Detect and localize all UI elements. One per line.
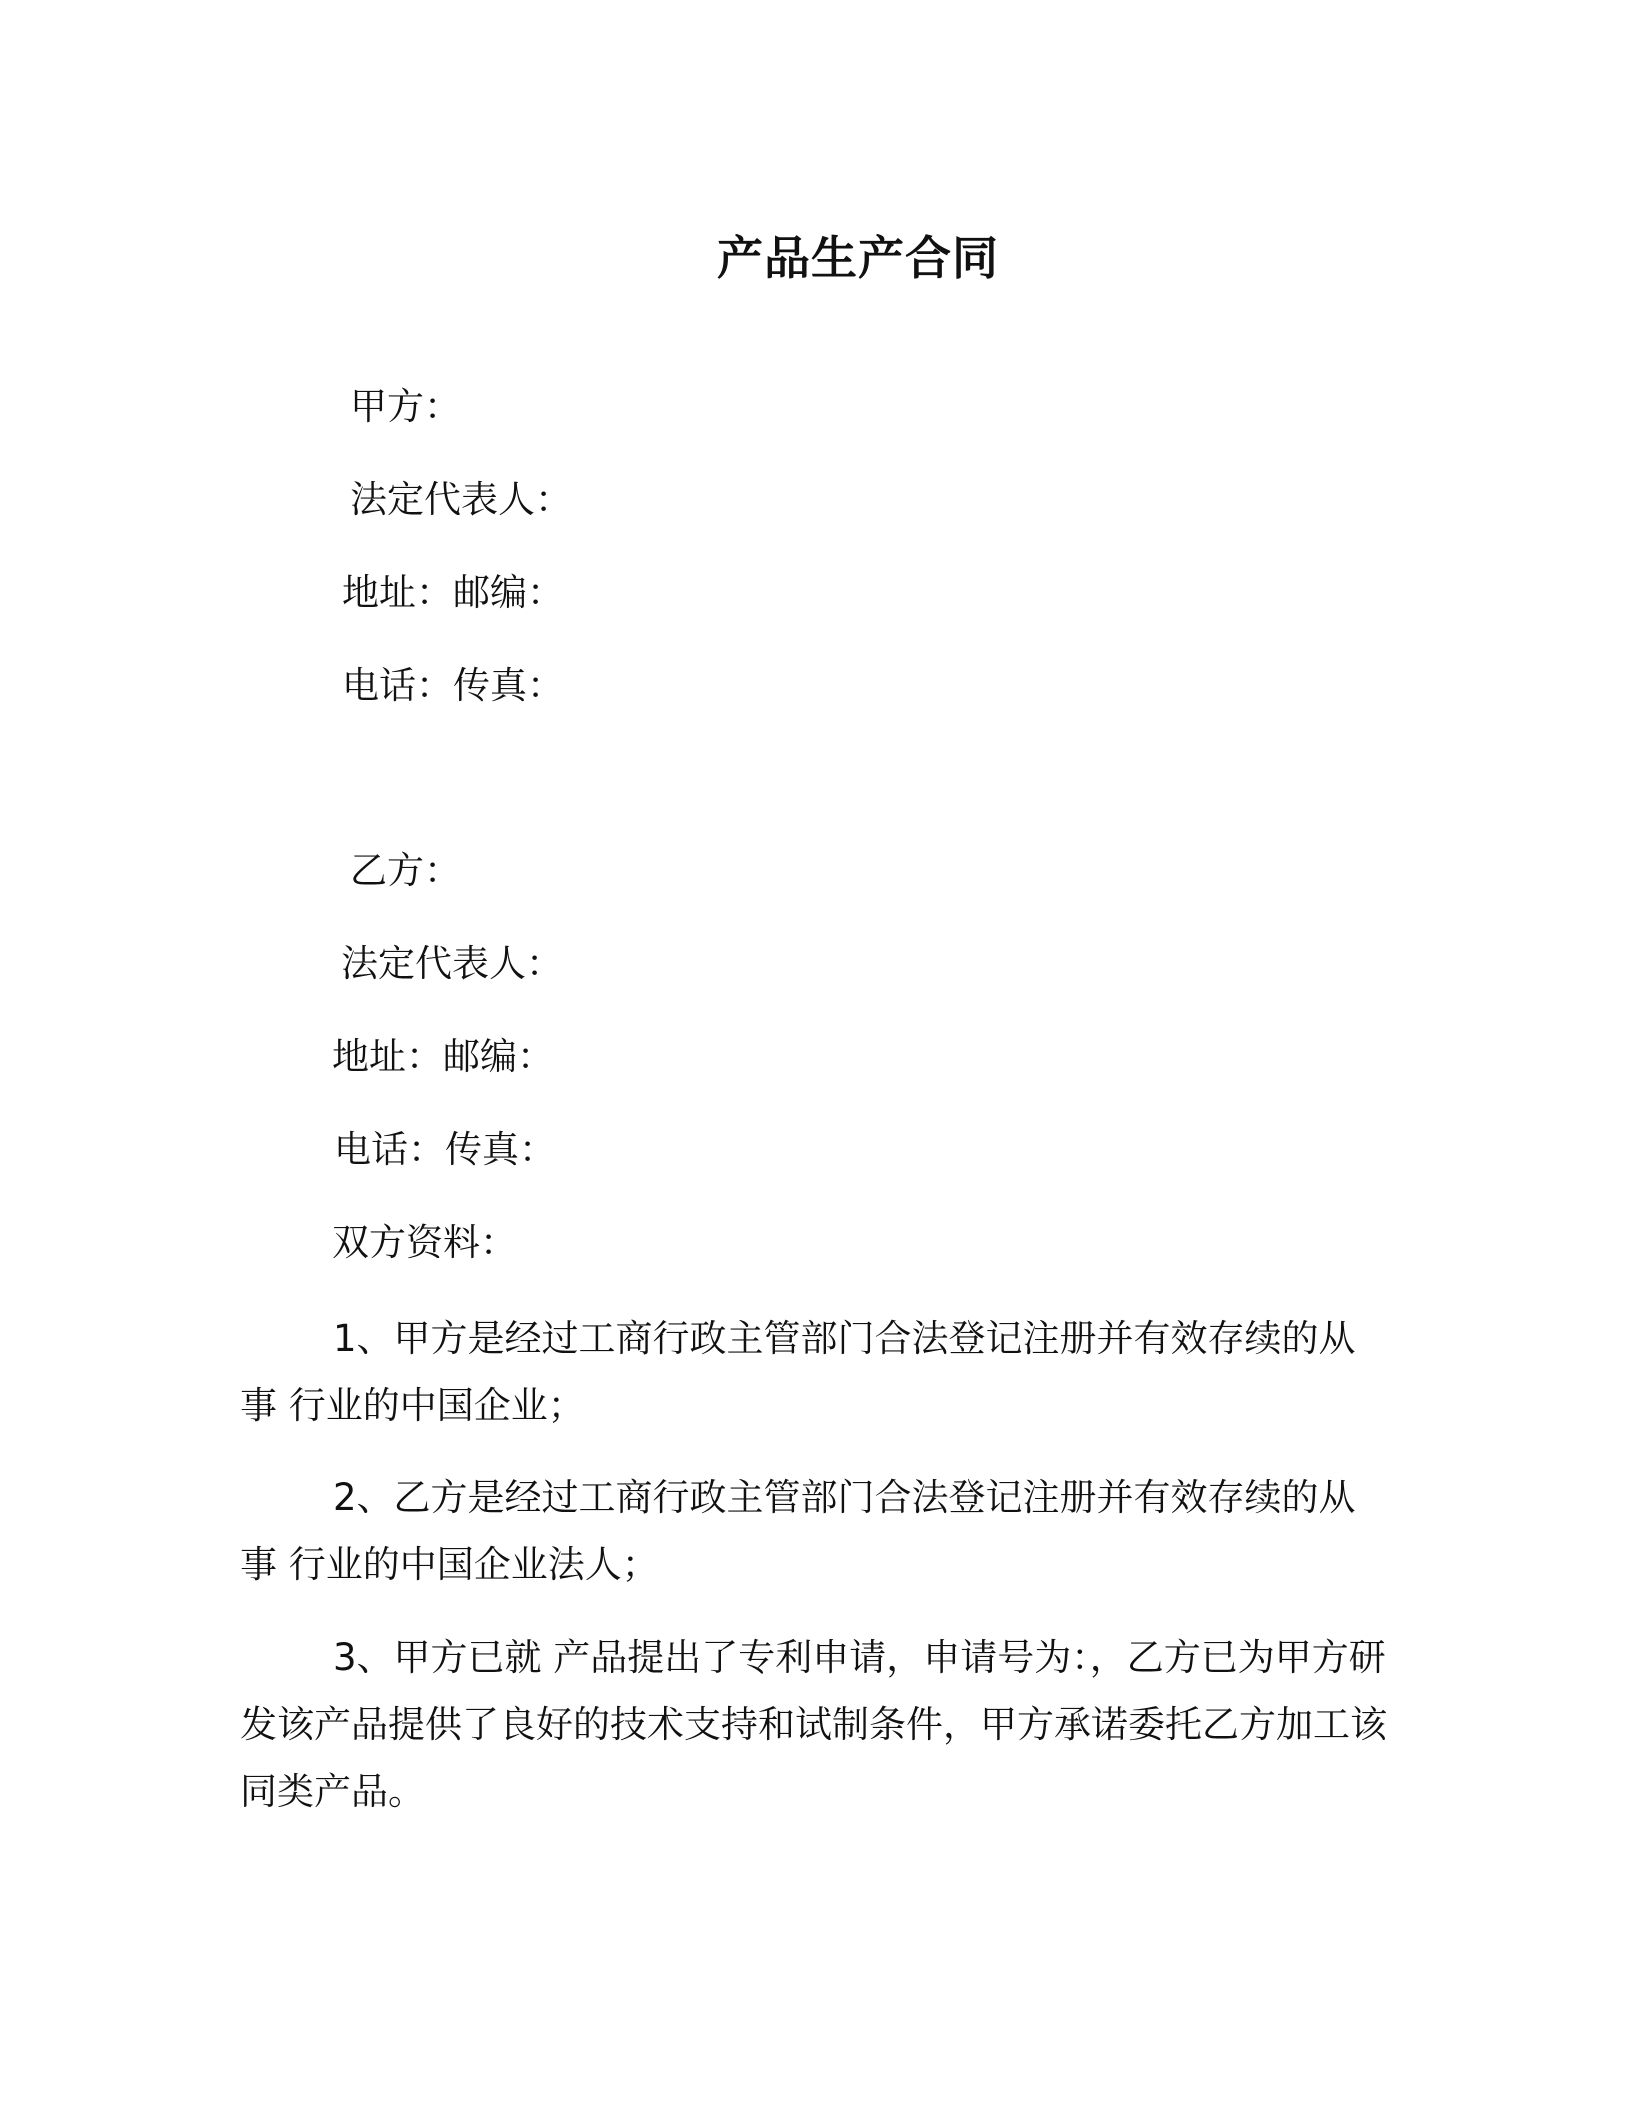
party-b-postcode-label: 邮编： <box>443 1035 554 1078</box>
party-a-rep-label: 法定代表人： <box>350 478 572 521</box>
party-a-name-label: 甲方： <box>350 385 461 428</box>
party-a-phone-line <box>342 664 564 708</box>
party-a-postcode-label: 邮编： <box>453 571 564 614</box>
contract-title: 产品生产合同 <box>717 231 999 285</box>
party-b-address-line <box>332 1035 554 1079</box>
party-b-phone-label: 电话： <box>334 1128 445 1171</box>
party-a-address-label: 地址： <box>342 571 453 614</box>
party-b-rep-label: 法定代表人： <box>341 942 563 985</box>
info-heading: 双方资料： <box>332 1221 517 1264</box>
party-a-phone-label: 电话： <box>342 664 453 707</box>
party-a-fax-label: 传真： <box>453 664 564 707</box>
party-b-fax-label: 传真： <box>445 1128 556 1171</box>
clause-1: 1、甲方是经过工商行政主管部门合法登记注册并有效存续的从事 行业的中国企业； <box>240 1317 1356 1427</box>
party-b-phone-line <box>334 1128 556 1172</box>
clause-3: 3、甲方已就 产品提出了专利申请，申请号为：，乙方已为甲方研发该产品提供了良好的技术支持和试制条件，甲方承诺委托乙方加工该同类产品。 <box>240 1636 1387 1813</box>
party-b-name-label: 乙方： <box>350 849 461 892</box>
clause-2: 2、乙方是经过工商行政主管部门合法登记注册并有效存续的从事 行业的中国企业法人； <box>240 1476 1356 1586</box>
party-b-address-label: 地址： <box>332 1035 443 1078</box>
party-a-address-line <box>342 571 564 615</box>
